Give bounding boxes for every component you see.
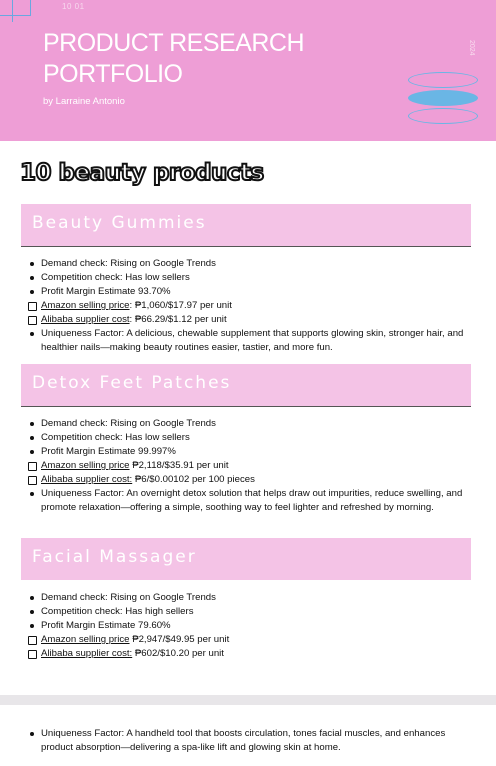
vertical-side-text: 2024 [468,40,475,56]
title-line-2: PORTFOLIO [43,60,183,88]
list-item: Profit Margin Estimate 79.60% [41,620,171,631]
product-band-beauty-gummies [21,204,471,246]
list-item: Amazon selling price: ₱1,060/$17.97 per unit [41,300,232,311]
ellipse-filled-middle [408,90,478,106]
list-item: Alibaba supplier cost: ₱66.29/$1.12 per unit [41,314,227,325]
list-item: Demand check: Rising on Google Trends [41,592,216,603]
list-item: Alibaba supplier cost: ₱602/$10.20 per unit [41,648,224,659]
list-item: Demand check: Rising on Google Trends [41,258,216,269]
header-tiny-text: 10 01 [62,2,85,11]
header-banner [0,0,496,141]
list-item: Amazon selling price ₱2,947/$49.95 per unit [41,634,230,645]
product-details-list [26,727,466,755]
list-item: Profit Margin Estimate 93.70% [41,286,171,297]
product-title: Beauty Gummies [32,213,207,233]
list-item: Amazon selling price ₱2,118/$35.91 per unit [41,460,229,471]
list-item: Uniqueness Factor: An overnight detox solution that helps draw out impurities, reduce swelling, and promote relaxation—offering a simple, soothing way to feel lighter and refreshed by morning. [41,488,463,513]
author-byline: by Larraine Antonio [43,96,125,107]
list-item: Competition check: Has high sellers [41,606,194,617]
product-band-facial-massager [21,538,471,580]
section-heading: 10 beauty products [20,160,264,186]
divider [21,246,471,247]
product-title: Detox Feet Patches [32,373,232,393]
list-item: Alibaba supplier cost: ₱6/$0.00102 per 100 pieces [41,474,255,485]
product-title: Facial Massager [32,547,197,567]
title-line-1: PRODUCT RESEARCH [43,29,305,57]
ellipse-outline-top [408,72,478,88]
document-page-2 [0,705,496,766]
list-item: Uniqueness Factor: A delicious, chewable supplement that supports glowing skin, stronger hair, and healthier nails—making beauty routines easier, tastier, and more fun. [41,328,464,353]
corner-guide-line-vertical [0,0,13,22]
product-details-list [26,257,466,355]
product-details-list [26,591,466,661]
list-item: Competition check: Has low sellers [41,432,190,443]
ellipse-outline-bottom [408,108,478,124]
list-item: Competition check: Has low sellers [41,272,190,283]
list-item: Demand check: Rising on Google Trends [41,418,216,429]
product-details-list [26,417,466,515]
product-band-detox-feet-patches [21,364,471,406]
list-item: Profit Margin Estimate 99.997% [41,446,176,457]
page-title [43,28,343,90]
divider [21,406,471,407]
list-item: Uniqueness Factor: A handheld tool that boosts circulation, tones facial muscles, and enhances product absorption—delivering a spa-like lift and glowing skin at home. [41,728,446,753]
